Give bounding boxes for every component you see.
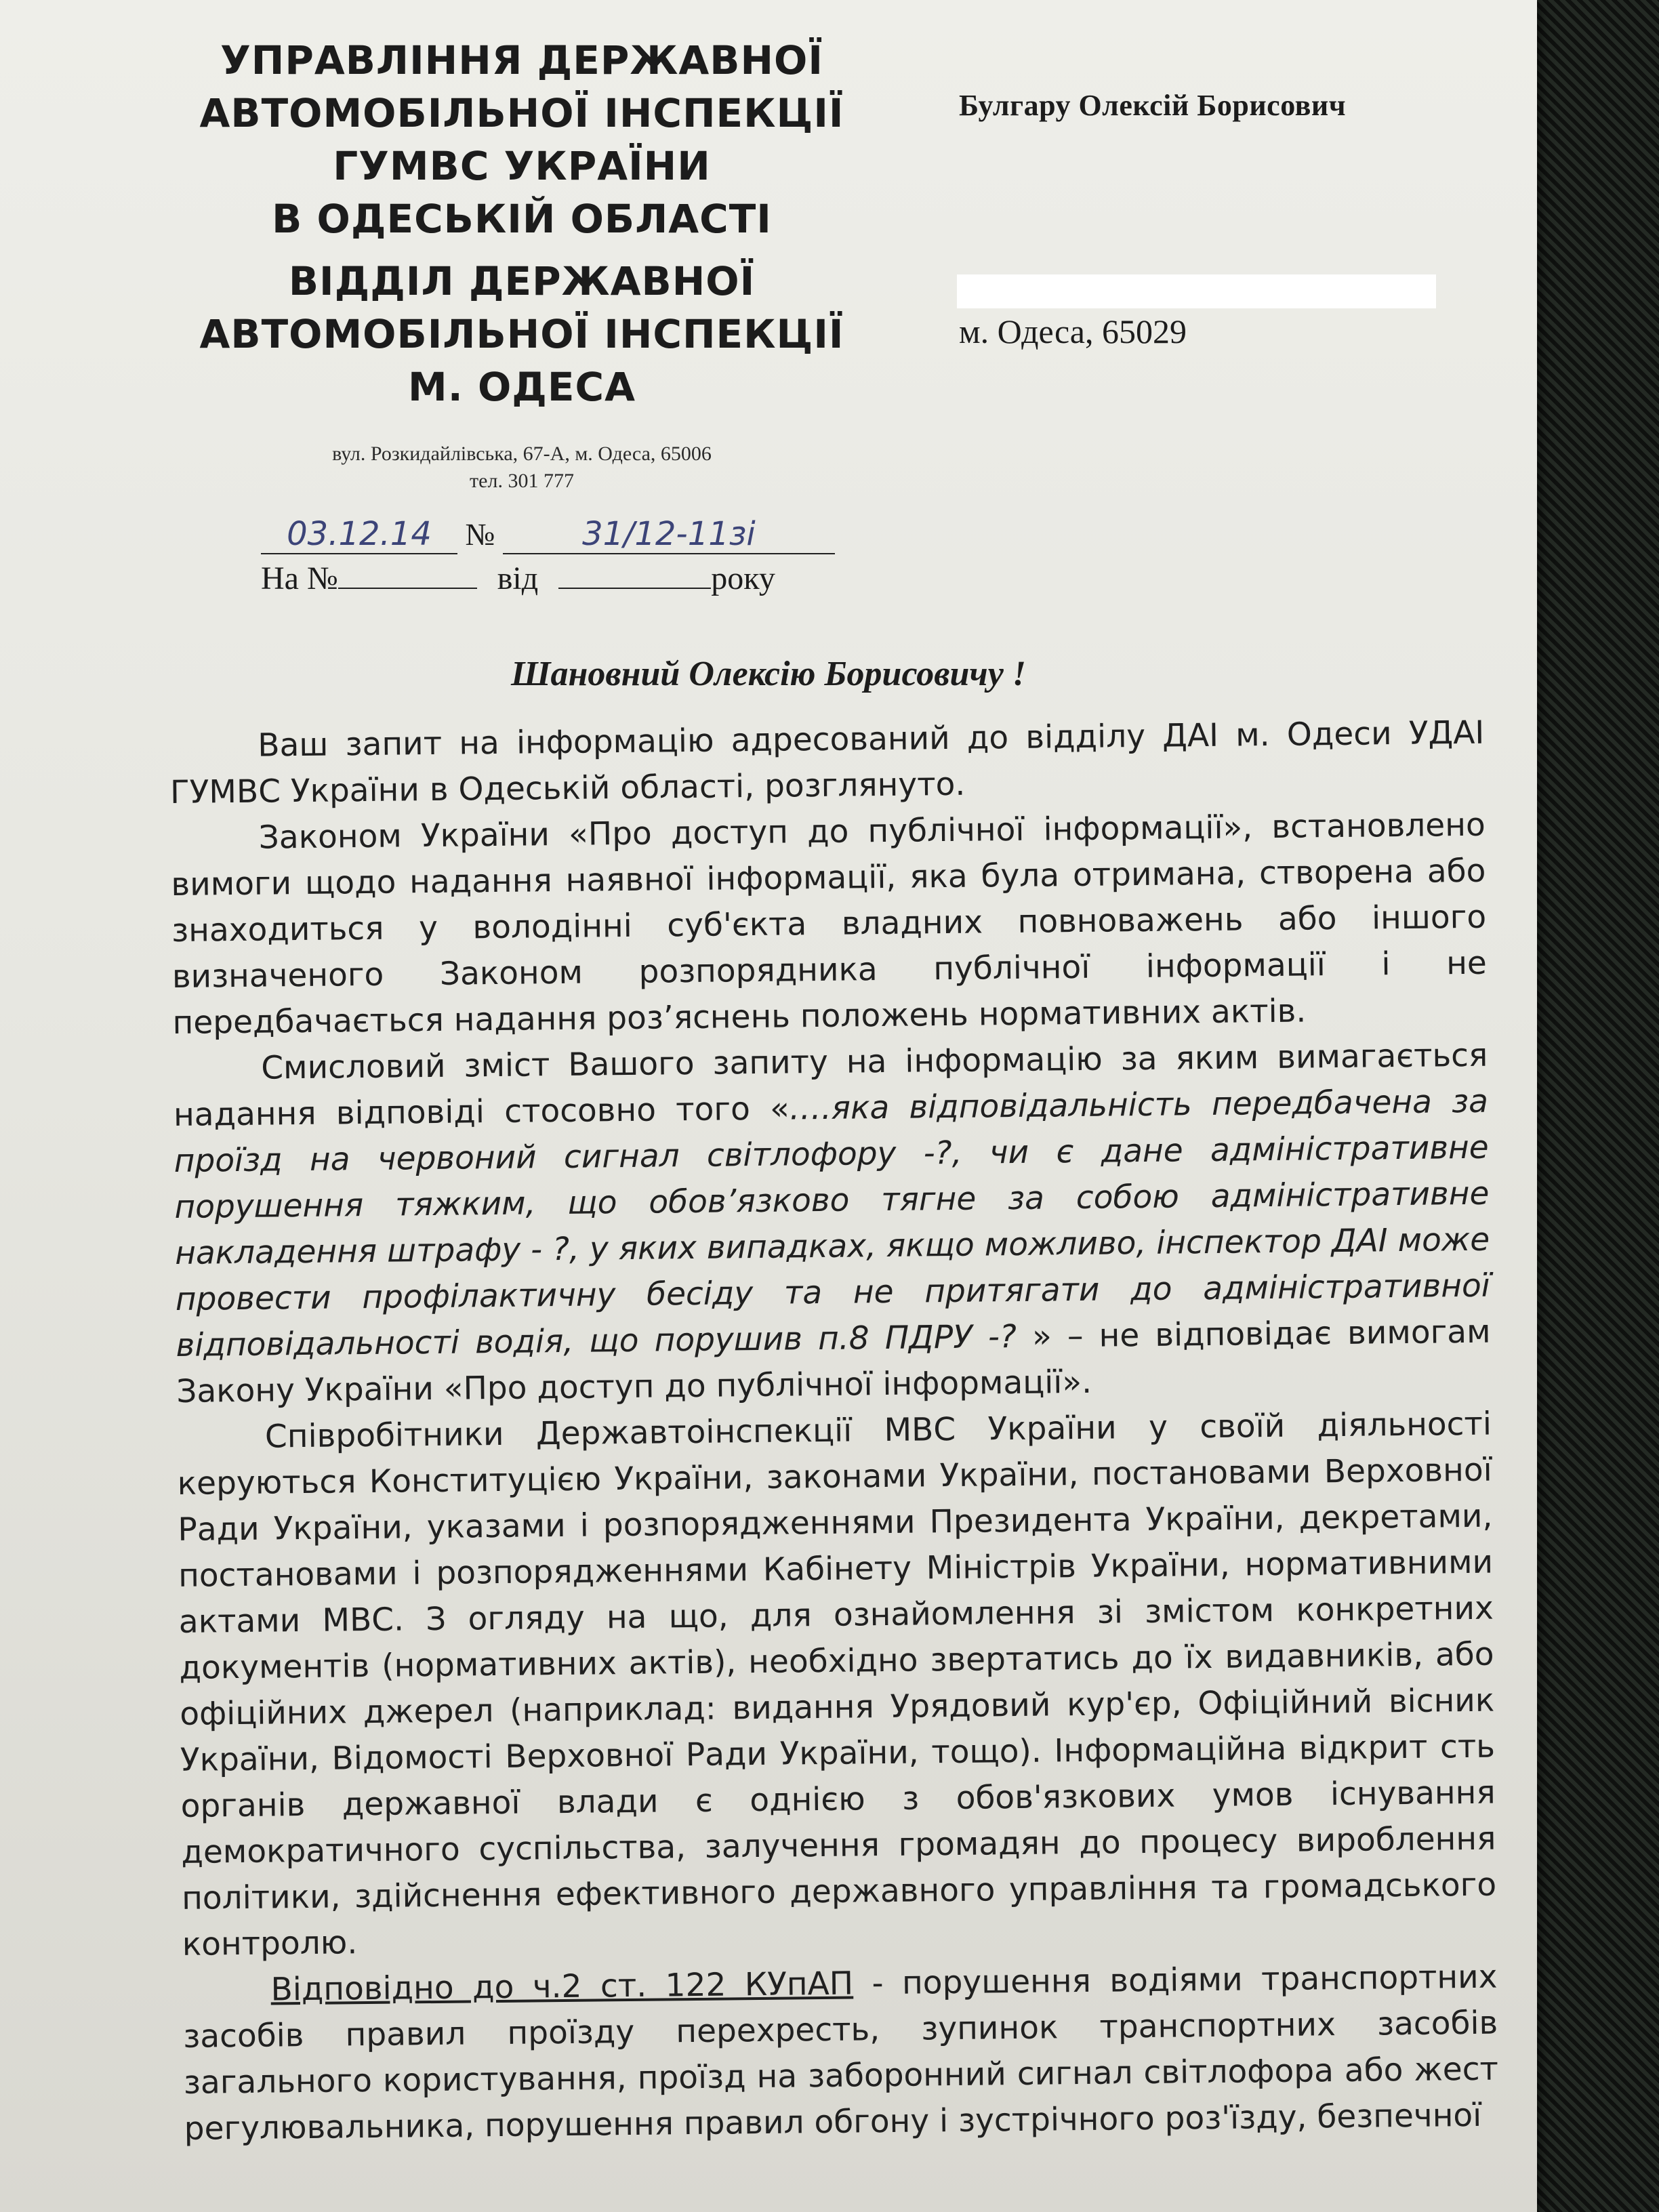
dept-line: М. ОДЕСА <box>408 364 636 410</box>
org-line: АВТОМОБІЛЬНОЇ ІНСПЕКЦІЇ <box>199 90 844 136</box>
letterhead <box>142 34 901 495</box>
paragraph: Співробітники Державтоінспекції МВС України у своїй діяльності керуються Конституцією України, законами України, постановами Верховної Ради України, указами і розпорядженнями Президента України, декретами, постановами і розпорядженнями Кабінету Міністрів України, нормативними актами МВС. З огляду на що, для ознайомлення зі змістом конкретних документів (нормативних актів), необхідно звертатись до їх видавників, або офіційних джерел (наприклад: видання Урядовий кур'єр, Офіційний вісник України, Відомості Верховної Ради України, тощо). Інформаційна відкрит сть органів державної влади є однією з обов'язкових умов існування демократичного суспільства, залучення громадян до процесу вироблення політики, здійснення ефективного державного управління та громадського контролю. <box>177 1405 1497 1963</box>
org-line: В ОДЕСЬКІЙ ОБЛАСТІ <box>272 196 772 242</box>
ref-number-blank <box>338 560 477 589</box>
salutation: Шановний Олексію Борисовичу ! <box>510 655 1027 693</box>
org-line: УПРАВЛІННЯ ДЕРЖАВНОЇ <box>220 37 823 83</box>
paragraph-text: Смисловий зміст Вашого запиту на інформацію за яким вимагається надання відповіді стосовно того « <box>173 1036 1488 1134</box>
redacted-street <box>957 274 1436 308</box>
department-name <box>142 255 901 413</box>
reference-line <box>261 560 775 597</box>
reg-number: 31/12-11зі <box>582 515 756 553</box>
law-reference: Відповідно до ч.2 ст. 122 КУпАП <box>270 1965 854 2009</box>
reg-date-field <box>261 515 457 554</box>
dept-line: АВТОМОБІЛЬНОЇ ІНСПЕКЦІЇ <box>199 311 844 357</box>
phone-number: тел. 301 777 <box>470 470 574 492</box>
letter-body <box>169 710 1499 2152</box>
ref-number-label: На № <box>261 560 338 596</box>
org-line: ГУМВС УКРАЇНИ <box>333 143 711 189</box>
paragraph: Законом України «Про доступ до публічної інформації», встановлено вимоги щодо надання наявної інформації, яка була отримана, створена або знаходиться у володінні суб'єкта владних повноважень або іншого визначеного Законом розпорядника публічної інформації і не передбачається надання роз’яснень положень нормативних актів. <box>171 806 1488 1042</box>
dept-line: ВІДДІЛ ДЕРЖАВНОЇ <box>288 258 756 304</box>
paragraph <box>173 1033 1492 1415</box>
recipient-city: м. Одеса, 65029 <box>959 312 1187 350</box>
ref-from-label: від <box>497 560 539 596</box>
paragraph <box>182 1954 1499 2152</box>
organization-name <box>142 34 901 245</box>
reg-date: 03.12.14 <box>287 515 432 553</box>
recipient-name: Булгару Олексій Борисович <box>959 89 1347 122</box>
reg-number-label: № <box>465 517 495 552</box>
ref-year-label: року <box>711 560 775 596</box>
street-address: вул. Розкидайлівська, 67-А, м. Одеса, 65006 <box>332 443 712 465</box>
quoted-request: ….яка відповідальність передбачена за проїзд на червоний сигнал світлофору -?, чи є дане адміністративне порушення тяжким, що обов’язково тягне за собою адміністративне накладення штрафу - ?, у яких випадках, якщо можливо, інспектор ДАІ може провести профілактичну бесіду та не притягати до адміністративної відповідальності водія, що порушив п.8 ПДРУ -? <box>173 1082 1491 1364</box>
paragraph: Ваш запит на інформацію адресований до відділу ДАІ м. Одеси УДАІ ГУМВС України в Одеській області, розглянуто. <box>169 714 1485 811</box>
registration-line <box>261 515 835 554</box>
paragraph-text: - порушення водіями транспортних засобів правил проїзду перехресть, зупинок транспортних засобів загального користування, проїзд на заборонний сигнал світлофора або жест регулювальника, порушення правил обгону і зустрічного роз'їзду, безпечної <box>183 1958 1499 2148</box>
paragraph-text: » – не відповідає вимогам Закону України «Про доступ до публічної інформації». <box>176 1313 1491 1410</box>
letterhead-address <box>142 441 901 495</box>
reg-number-field <box>503 515 835 554</box>
ref-date-blank <box>558 560 711 589</box>
